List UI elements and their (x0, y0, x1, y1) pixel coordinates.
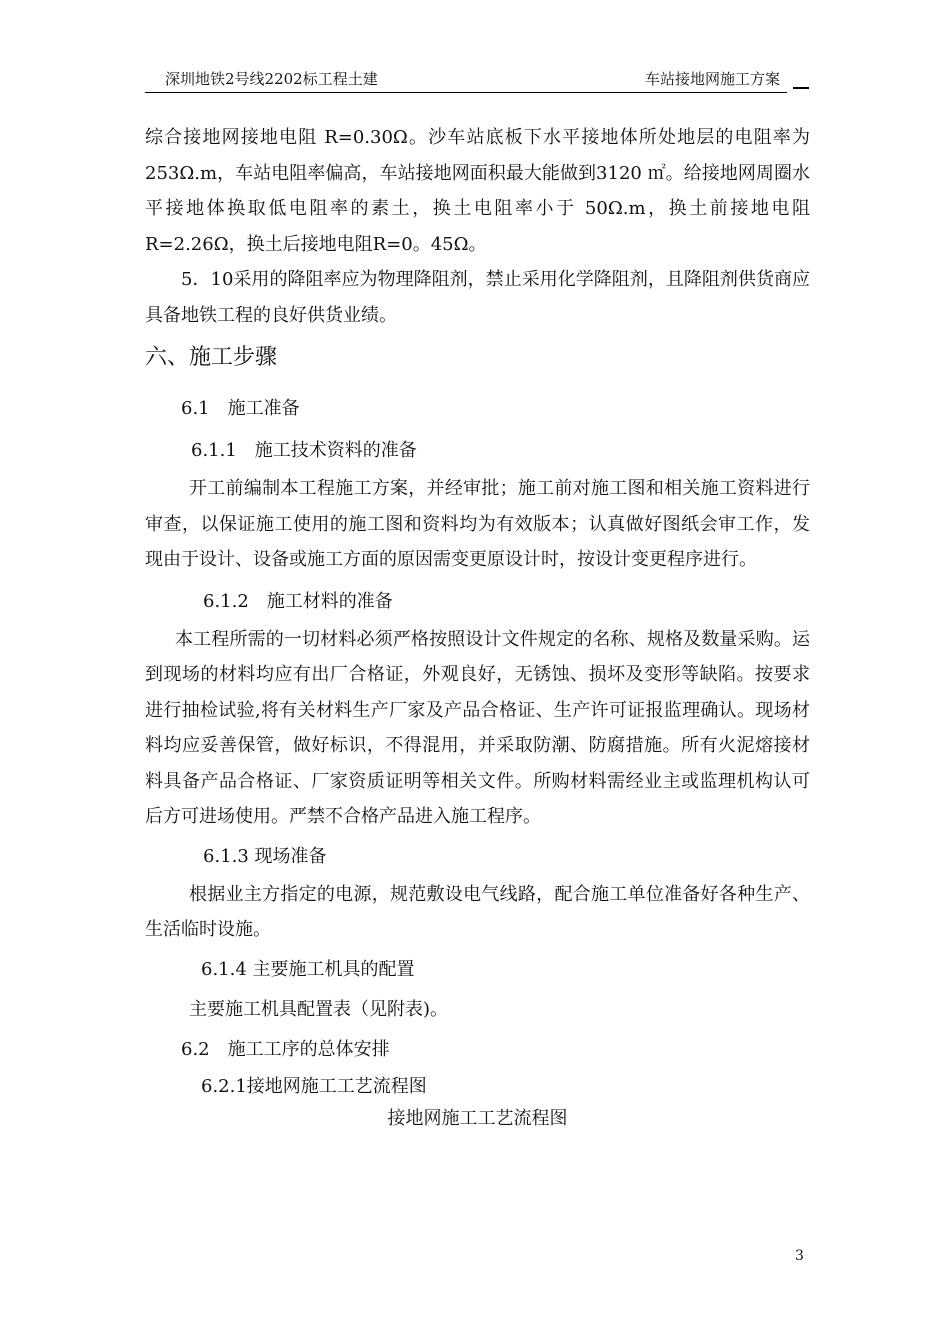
paragraph-materials: 本工程所需的一切材料必须严格按照设计文件规定的名称、规格及数量采购。运到现场的材料均应有出厂合格证，外观良好，无锈蚀、损坏及变形等缺陷。按要求进行抽检试验,将有关材料生产厂家及产品合格证、生产许可证报监理确认。现场材料均应妥善保管，做好标识，不得混用，并采取防潮、防腐措施。所有火泥熔接材料具备产品合格证、厂家资质证明等相关文件。所购材料需经业主或监理机构认可后方可进场使用。严禁不合格产品进入施工程序。 (145, 628, 810, 827)
heading-6-1-2: 6.1.2 施工材料的准备 (203, 590, 393, 612)
heading-6-1-3: 6.1.3 现场准备 (203, 845, 327, 867)
page-number: 3 (795, 1248, 804, 1264)
heading-6-2: 6.2 施工工序的总体安排 (181, 1038, 390, 1060)
paragraph-grounding-resistance: 综合接地网接地电阻 R=0.30Ω。沙车站底板下水平接地体所处地层的电阻率为253Ω.m，车站电阻率偏高，车站接地网面积最大能做到3120 ㎡。给接地网周圈水平接地体换取低电阻率的素土，换土电阻率小于 50Ω.m，换土前接地电阻R=2.26Ω，换土后接地电阻R=0。45Ω。 (145, 127, 810, 255)
paragraph-site-prep: 根据业主方指定的电源，规范敷设电气线路，配合施工单位准备好各种生产、生活临时设施。 (145, 883, 810, 940)
heading-6-2-1: 6.2.1接地网施工工艺流程图 (201, 1075, 427, 1097)
section-heading-6: 六、施工步骤 (145, 345, 278, 370)
heading-6-1-4: 6.1.4 主要施工机具的配置 (201, 958, 415, 980)
paragraph-equipment-table-ref: 主要施工机具配置表（见附表)。 (189, 998, 449, 1020)
header-rule-end (793, 87, 809, 89)
paragraph-resistance-reducer: 5．10采用的降阻率应为物理降阻剂，禁止采用化学降阻剂，且降阻剂供货商应具备地铁工程的良好供货业绩。 (145, 269, 810, 326)
figure-title: 接地网施工工艺流程图 (387, 1107, 568, 1129)
header-rule (145, 92, 787, 93)
header-document-title: 车站接地网施工方案 (644, 70, 780, 88)
heading-6-1: 6.1 施工准备 (181, 398, 300, 419)
paragraph-technical-docs: 开工前编制本工程施工方案，并经审批；施工前对施工图和相关施工资料进行审查，以保证施工使用的施工图和资料均为有效版本；认真做好图纸会审工作，发现由于设计、设备或施工方面的原因需变更原设计时，按设计变更程序进行。 (145, 478, 810, 570)
document-body (145, 120, 810, 1134)
header-project-title: 深圳地铁2号线2202标工程土建 (165, 70, 378, 88)
heading-6-1-1: 6.1.1 施工技术资料的准备 (191, 440, 417, 461)
